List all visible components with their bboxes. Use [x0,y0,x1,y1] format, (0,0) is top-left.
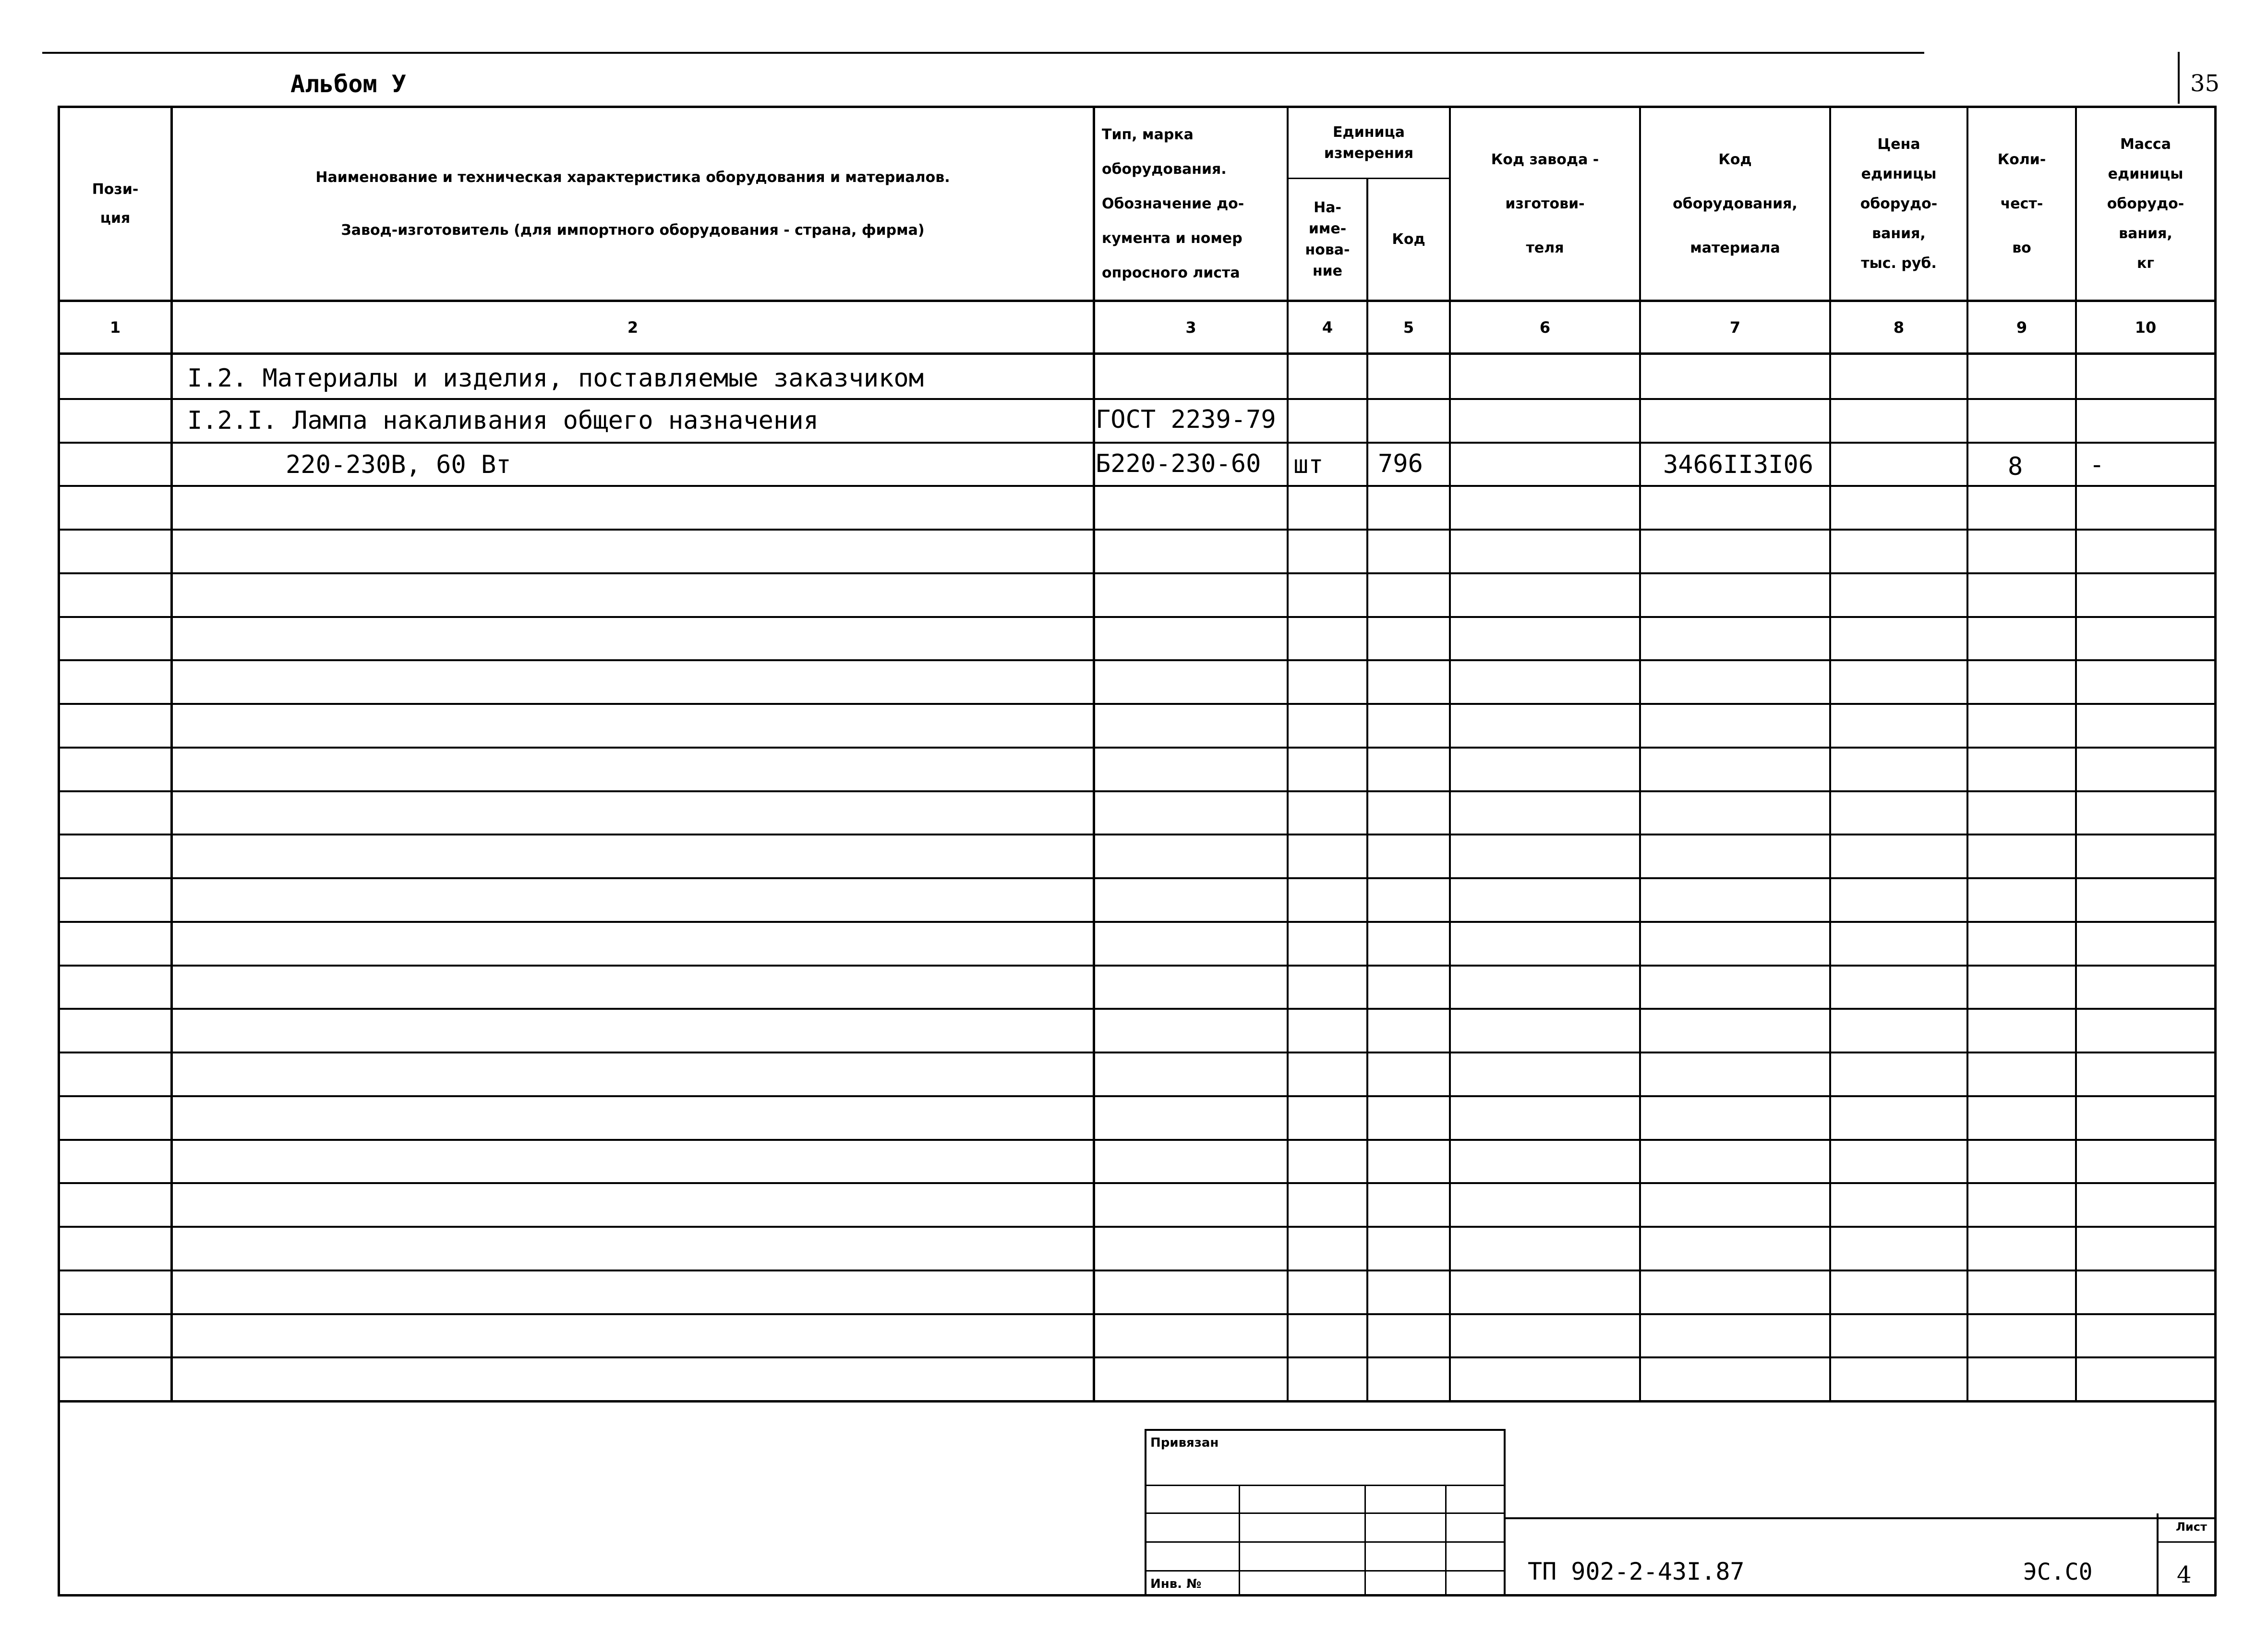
row-3-unit-code: 796 [1378,449,1423,478]
header-price [1831,108,1966,300]
row-rule [58,747,2216,749]
stamp-privyazan: Привязан [1150,1436,1219,1450]
row-rule [58,790,2216,792]
col-line-4 [1366,178,1368,1402]
row-rule [58,1356,2216,1358]
colnum-8: 8 [1893,318,1905,337]
sheet-box-mid [2157,1541,2216,1543]
col-line-7 [1829,106,1831,1402]
row-2-type: ГОСТ 2239-79 [1096,405,1276,434]
row-3-name: 220-230В, 60 Вт [286,450,511,479]
frame-right [2214,106,2217,1596]
header-type-label: Тип, марка оборудования. Обозначение до- кумента и номер опросного листа [1102,126,1244,281]
stamp-box-left [1145,1429,1146,1594]
sheet-number: 4 [2177,1561,2192,1588]
sheet-box-left [2157,1513,2159,1594]
header-unit-name [1289,179,1366,300]
row-rule [58,442,2216,444]
header-equipment-code-label: Код оборудования, материала [1673,151,1798,256]
header-name [173,108,1093,300]
colnum-4: 4 [1322,318,1333,337]
row-rule [58,1008,2216,1010]
stamp-grid-v2 [1364,1485,1366,1594]
row-rule [58,877,2216,879]
colnum-1: 1 [109,318,121,337]
row-rule [58,1052,2216,1053]
row-3-equipment-code: 3466II3I06 [1663,450,1814,479]
header-unit-code-label: Код [1392,230,1425,248]
row-rule [58,572,2216,574]
header-unit-group [1289,108,1449,178]
doc-code: ТП 902-2-43I.87 [1528,1558,1745,1585]
stamp-box-top [1145,1429,1506,1431]
header-unit-group-label: Единица измерения [1324,123,1414,162]
header-mass [2077,108,2214,300]
row-rule [58,1182,2216,1184]
stamp-box-right [1504,1429,1506,1594]
colnum-7: 7 [1729,318,1741,337]
col-line-6 [1639,106,1641,1402]
header-mass-label: Масса единицы оборудо- вания, кг [2107,135,2184,272]
colnum-2: 2 [627,318,639,337]
header-name-line2: Завод-изготовитель (для импортного оборудования - страна, фирма) [341,221,925,239]
row-rule [58,529,2216,531]
col-line-2 [1093,106,1095,1402]
stamp-grid-h4 [1145,1570,1506,1572]
row-rule [58,921,2216,923]
header-unit-name-label: На- име- нова- ние [1305,199,1350,279]
section-code: ЭС.С0 [2023,1559,2093,1585]
header-type [1095,108,1287,300]
row-rule [58,398,2216,400]
col-line-8 [1966,106,1968,1402]
header-factory-code-label: Код завода - изготови- теля [1491,151,1599,256]
page-number: 35 [2190,70,2220,97]
row-rule [58,965,2216,967]
row-rule [58,485,2216,487]
top-rule [42,52,1924,54]
stamp-grid-h3 [1145,1541,1506,1543]
row-3-mass: - [2089,450,2105,479]
header-quantity-label: Коли- чест- во [1997,151,2046,256]
colnum-10: 10 [2135,318,2157,337]
header-position [60,108,170,300]
row-3-type: Б220-230-60 [1096,449,1261,478]
colnum-3: 3 [1185,318,1196,337]
header-equipment-code [1641,108,1829,300]
header-price-label: Цена единицы оборудо- вания, тыс. руб. [1860,135,1938,272]
header-position-label: Пози- ция [92,181,139,227]
album-title: Альбом У [290,70,406,98]
row-3-quantity: 8 [2008,452,2023,481]
header-factory-code [1451,108,1639,300]
row-rule [58,1270,2216,1271]
col-line-1 [170,106,173,1402]
page-number-divider [2178,52,2180,104]
row-rule [58,616,2216,618]
stamp-inv-no: Инв. № [1150,1577,1202,1591]
colnum-9: 9 [2016,318,2027,337]
header-unit-code [1368,179,1449,300]
colnum-5: 5 [1403,318,1414,337]
row-2-name: I.2.I. Лампа накаливания общего назначения [187,406,819,435]
table-bottom-rule [58,1400,2216,1403]
row-rule [58,834,2216,835]
col-line-3 [1287,106,1289,1402]
row-rule [58,1095,2216,1097]
row-rule [58,1139,2216,1141]
header-quantity [1968,108,2075,300]
row-3-unit-name: шт [1293,450,1324,479]
row-1-name: I.2. Материалы и изделия, поставляемые заказчиком [187,364,924,393]
row-rule [58,659,2216,661]
stamp-grid-v1 [1239,1485,1240,1594]
sheet-label: Лист [2176,1520,2207,1534]
row-rule [58,1226,2216,1228]
frame-bottom [58,1594,2216,1597]
col-line-5 [1449,106,1451,1402]
titleblock-top-rule [1504,1517,2216,1519]
colnum-bottom-rule [58,352,2216,355]
stamp-grid-h1 [1145,1485,1506,1486]
col-line-9 [2075,106,2077,1402]
stamp-grid-h2 [1145,1512,1506,1514]
row-rule [58,703,2216,705]
header-name-line1: Наименование и техническая характеристика оборудования и материалов. [315,169,950,186]
colnum-6: 6 [1539,318,1551,337]
row-rule [58,1313,2216,1315]
stamp-grid-v3 [1445,1485,1447,1594]
